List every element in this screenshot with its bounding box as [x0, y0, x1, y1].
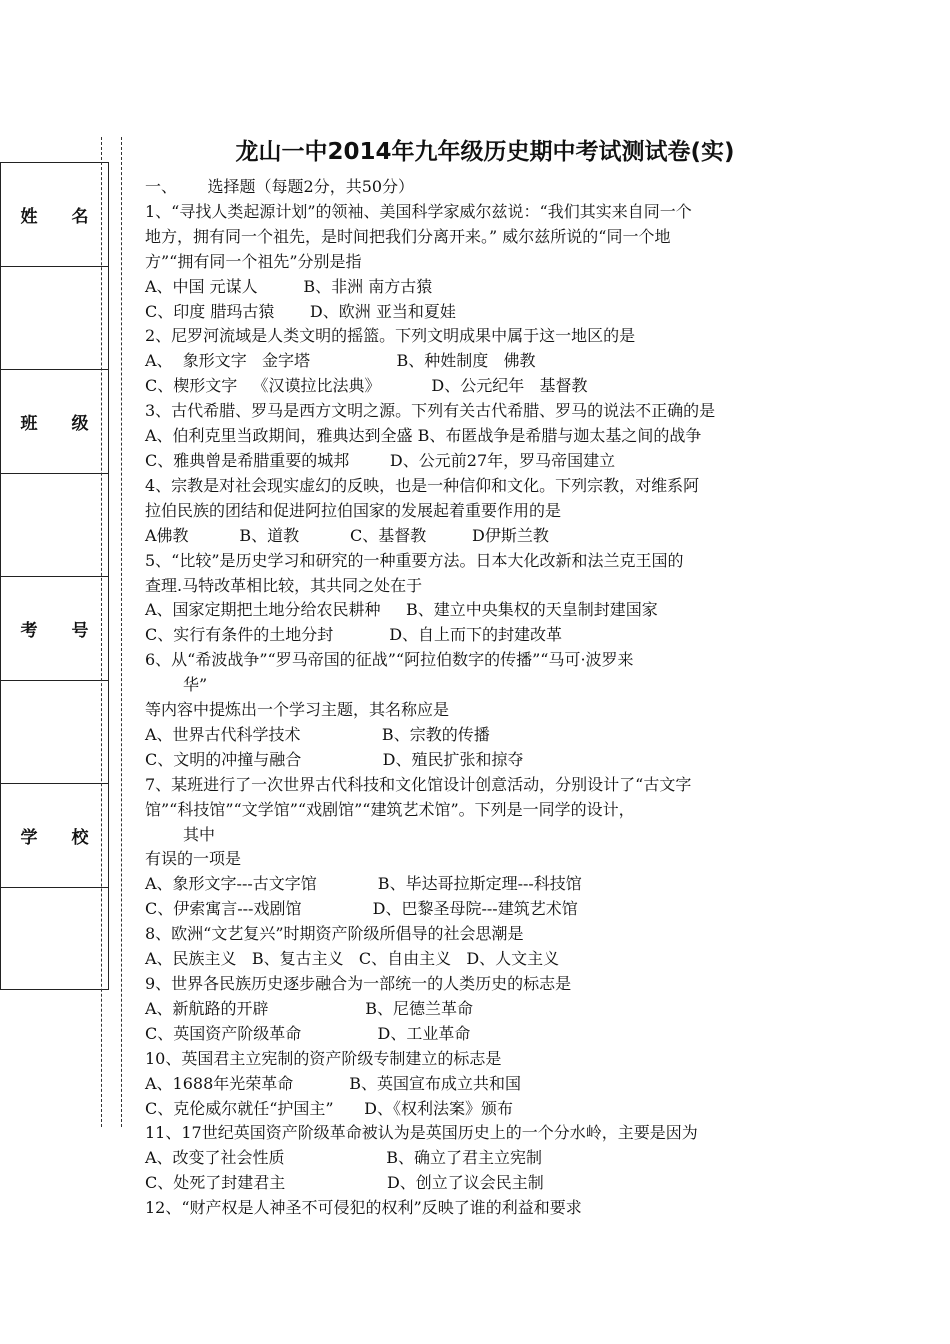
- binding-line-right: [121, 137, 122, 1127]
- question-7-line-2: 馆”“科技馆”“文学馆”“戏剧馆”“建筑艺术馆”。下列是一同学的设计，: [145, 799, 635, 819]
- question-6-line-2: 华”: [183, 675, 208, 695]
- question-10-stem: 10、英国君主立宪制的资产阶级专制建立的标志是: [145, 1048, 502, 1068]
- exam-number-blank-cell: [1, 681, 108, 784]
- question-10-options-cd: C、克伦威尔就任“护国主” D、《权利法案》颁布: [145, 1098, 513, 1118]
- exam-title: 龙山一中2014年九年级历史期中考试测试卷(实): [235, 139, 735, 165]
- question-4-options: A佛教 B、道教 C、基督教 D伊斯兰教: [145, 525, 549, 545]
- question-7-options-cd: C、伊索寓言---戏剧馆 D、巴黎圣母院---建筑艺术馆: [145, 899, 578, 919]
- question-5-options-ab: A、国家定期把土地分给农民耕种 B、建立中央集权的天皇制封建国家: [145, 600, 658, 620]
- question-1-line-2: 地方，拥有同一个祖先，是时间把我们分离开来。” 威尔兹所说的“同一个地: [145, 226, 671, 246]
- class-label-cell: [1, 370, 108, 474]
- class-label: 班 级: [20, 414, 103, 434]
- question-8-stem: 8、欧洲“文艺复兴”时期资产阶级所倡导的社会思潮是: [145, 924, 524, 944]
- question-6-line-1: 6、从“希波战争”“罗马帝国的征战”“阿拉伯数字的传播”“马可·波罗来: [145, 650, 634, 670]
- question-2-options-cd: C、楔形文字 《汉谟拉比法典》 D、公元纪年 基督教: [145, 376, 588, 396]
- question-7-line-4: 有误的一项是: [145, 849, 242, 869]
- school-label-cell: [1, 784, 108, 888]
- question-9-options-ab: A、新航路的开辟 B、尼德兰革命: [145, 998, 473, 1018]
- question-2-options-ab: A、 象形文字 金字塔 B、种姓制度 佛教: [145, 351, 536, 371]
- name-label: 姓 名: [20, 207, 103, 227]
- question-3-stem: 3、古代希腊、罗马是西方文明之源。下列有关古代希腊、罗马的说法不正确的是: [145, 401, 716, 421]
- question-5-line-1: 5、“比较”是历史学习和研究的一种重要方法。日本大化改新和法兰克王国的: [145, 550, 684, 570]
- question-7-line-3: 其中: [183, 824, 216, 844]
- question-9-options-cd: C、英国资产阶级革命 D、工业革命: [145, 1023, 471, 1043]
- student-info-table: [0, 162, 109, 990]
- question-11-stem: 11、17世纪英国资产阶级革命被认为是英国历史上的一个分水岭，主要是因为: [145, 1123, 698, 1143]
- question-1-line-3: 方”“拥有同一个祖先”分别是指: [145, 251, 362, 271]
- question-5-options-cd: C、实行有条件的土地分封 D、自上而下的封建改革: [145, 625, 563, 645]
- school-blank-cell: [1, 888, 108, 991]
- school-label: 学 校: [20, 828, 103, 848]
- question-1-line-1: 1、“寻找人类起源计划”的领袖、美国科学家威尔兹说：“我们其实来自同一个: [145, 201, 692, 221]
- question-4-line-2: 拉伯民族的团结和促进阿拉伯国家的发展起着重要作用的是: [145, 500, 562, 520]
- question-6-line-3: 等内容中提炼出一个学习主题，其名称应是: [145, 700, 450, 720]
- name-blank-cell: [1, 267, 108, 370]
- question-4-line-1: 4、宗教是对社会现实虚幻的反映，也是一种信仰和文化。下列宗教，对维系阿: [145, 475, 700, 495]
- exam-number-label-cell: [1, 577, 108, 681]
- question-content: [145, 175, 810, 1221]
- question-2-stem: 2、尼罗河流域是人类文明的摇篮。下列文明成果中属于这一地区的是: [145, 326, 636, 346]
- binding-line-left: [101, 137, 102, 1127]
- question-9-stem: 9、世界各民族历史逐步融合为一部统一的人类历史的标志是: [145, 974, 572, 993]
- class-blank-cell: [1, 474, 108, 577]
- question-1-options-ab: A、中国 元谋人 B、非洲 南方古猿: [145, 276, 433, 296]
- name-label-cell: [1, 163, 108, 267]
- question-8-options: A、民族主义 B、复古主义 C、自由主义 D、人文主义: [145, 949, 560, 969]
- question-3-options-ab: A、伯利克里当政期间，雅典达到全盛 B、布匿战争是希腊与迦太基之间的战争: [145, 426, 702, 446]
- question-1-options-cd: C、印度 腊玛古猿 D、欧洲 亚当和夏娃: [145, 301, 456, 321]
- question-6-options-cd: C、文明的冲撞与融合 D、殖民扩张和掠夺: [145, 749, 524, 769]
- question-7-options-ab: A、象形文字---古文字馆 B、毕达哥拉斯定理---科技馆: [145, 874, 582, 894]
- question-11-options-ab: A、改变了社会性质 B、确立了君主立宪制: [145, 1148, 543, 1168]
- section-heading: 一、 选择题（每题2分，共50分）: [145, 177, 415, 196]
- question-11-options-cd: C、处死了封建君主 D、创立了议会民主制: [145, 1173, 544, 1193]
- question-12-stem: 12、“财产权是人神圣不可侵犯的权利”反映了谁的利益和要求: [145, 1198, 582, 1218]
- question-3-options-cd: C、雅典曾是希腊重要的城邦 D、公元前27年，罗马帝国建立: [145, 450, 616, 470]
- question-10-options-ab: A、1688年光荣革命 B、英国宣布成立共和国: [145, 1073, 521, 1093]
- question-6-options-ab: A、世界古代科学技术 B、宗教的传播: [145, 724, 490, 744]
- question-7-line-1: 7、某班进行了一次世界古代科技和文化馆设计创意活动，分别设计了“古文字: [145, 774, 692, 794]
- question-5-line-2: 查理.马特改革相比较，其共同之处在于: [145, 575, 423, 595]
- exam-number-label: 考 号: [20, 621, 103, 641]
